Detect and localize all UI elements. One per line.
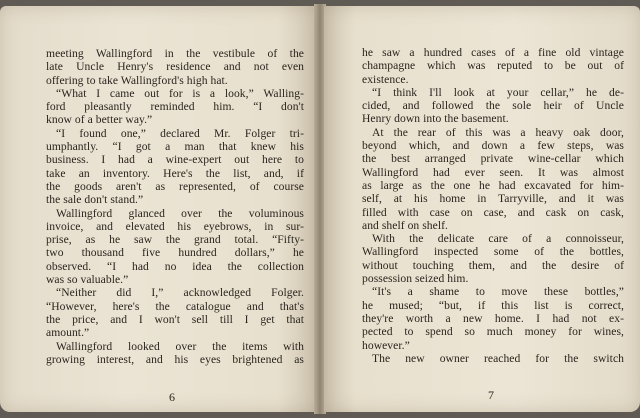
- text-line: cided, and followed the sole heir of Uncle: [362, 99, 624, 113]
- text-line: take an inventory. Here's the list, and, if: [46, 166, 304, 180]
- left-page-number: 6: [169, 390, 175, 404]
- text-line: Wallingford glanced over the voluminous: [56, 206, 304, 220]
- text-line: two thousand five hundred dollars,” he: [46, 246, 304, 260]
- text-line: “What I came out for is a look,” Walling-: [56, 86, 304, 100]
- text-line: without touching them, and the desire of: [362, 258, 624, 272]
- text-line: invoice, and elevated his eyebrows, in sur-: [46, 219, 304, 233]
- text-line: the best arranged private wine-cellar which: [362, 152, 624, 166]
- text-line: “Neither did I,” acknowledged Folger.: [56, 286, 304, 300]
- text-line: ford pleasantly reminded him. “I don't: [46, 100, 304, 114]
- left-page-text: [46, 47, 304, 366]
- text-line: growing interest, and his eyes brightened as: [46, 352, 304, 366]
- text-line: the price, and I won't sell till I get that: [46, 312, 304, 326]
- text-line: business. I had a wine-expert out here to: [46, 153, 304, 167]
- text-line: however.”: [362, 338, 410, 352]
- text-line: the goods aren't as represented, of course: [46, 179, 304, 193]
- text-line: filled with case on case, and cask on cask,: [362, 205, 624, 219]
- text-line: know of a better way.”: [46, 113, 153, 127]
- text-line: Wallingford inspected some of the bottles,: [362, 245, 624, 259]
- text-line: “However, here's the catalogue and that's: [46, 299, 304, 313]
- right-page-text: [362, 46, 624, 365]
- text-line: self, at his home in Tarryville, and it was: [362, 192, 624, 206]
- text-line: “I found one,” declared Mr. Folger tri-: [56, 126, 304, 140]
- text-line: Henry down into the basement.: [362, 112, 509, 126]
- text-line: beyond which, and down a few steps, was: [362, 139, 624, 153]
- text-line: as large as the one he had excavated for him-: [362, 178, 624, 192]
- text-line: existence.: [362, 72, 409, 86]
- right-page-number: 7: [488, 388, 494, 402]
- text-line: they're worth a new home. I had not ex-: [362, 311, 624, 325]
- right-page: [324, 6, 640, 412]
- text-line: Wallingford had ever seen. It was almost: [362, 165, 624, 179]
- text-line: “It's a shame to move these bottles,”: [372, 285, 624, 299]
- text-line: was so valuable.”: [46, 273, 129, 287]
- text-line: the sale don't stand.”: [46, 193, 144, 207]
- text-line: The new owner reached for the switch: [372, 351, 624, 365]
- text-line: and shelf on shelf.: [362, 218, 448, 232]
- text-line: he mused; “but, if this list is correct,: [362, 298, 624, 312]
- text-line: possession seized him.: [362, 272, 469, 286]
- text-line: pected to spend so much money for wines,: [362, 325, 624, 339]
- text-line: meeting Wallingford in the vestibule of the: [46, 47, 304, 60]
- text-line: champagne which was reputed to be out of: [362, 59, 624, 73]
- text-line: he saw a hundred cases of a fine old vintage: [362, 46, 624, 59]
- text-line: At the rear of this was a heavy oak door,: [372, 125, 624, 139]
- text-line: late Uncle Henry's residence and not even: [46, 60, 304, 74]
- text-line: Wallingford looked over the items with: [56, 339, 304, 353]
- text-line: With the delicate care of a connoisseur,: [372, 232, 624, 246]
- text-line: offering to take Wallingford's high hat.: [46, 73, 228, 87]
- text-line: amount.”: [46, 326, 90, 340]
- left-page: [0, 6, 316, 412]
- text-line: umphantly. “I got a man that knew his: [46, 140, 304, 154]
- text-line: “I think I'll look at your cellar,” he de-: [372, 85, 624, 99]
- text-line: prise, as he saw the grand total. “Fifty-: [46, 233, 304, 247]
- text-line: observed. “I had no idea the collection: [46, 259, 304, 273]
